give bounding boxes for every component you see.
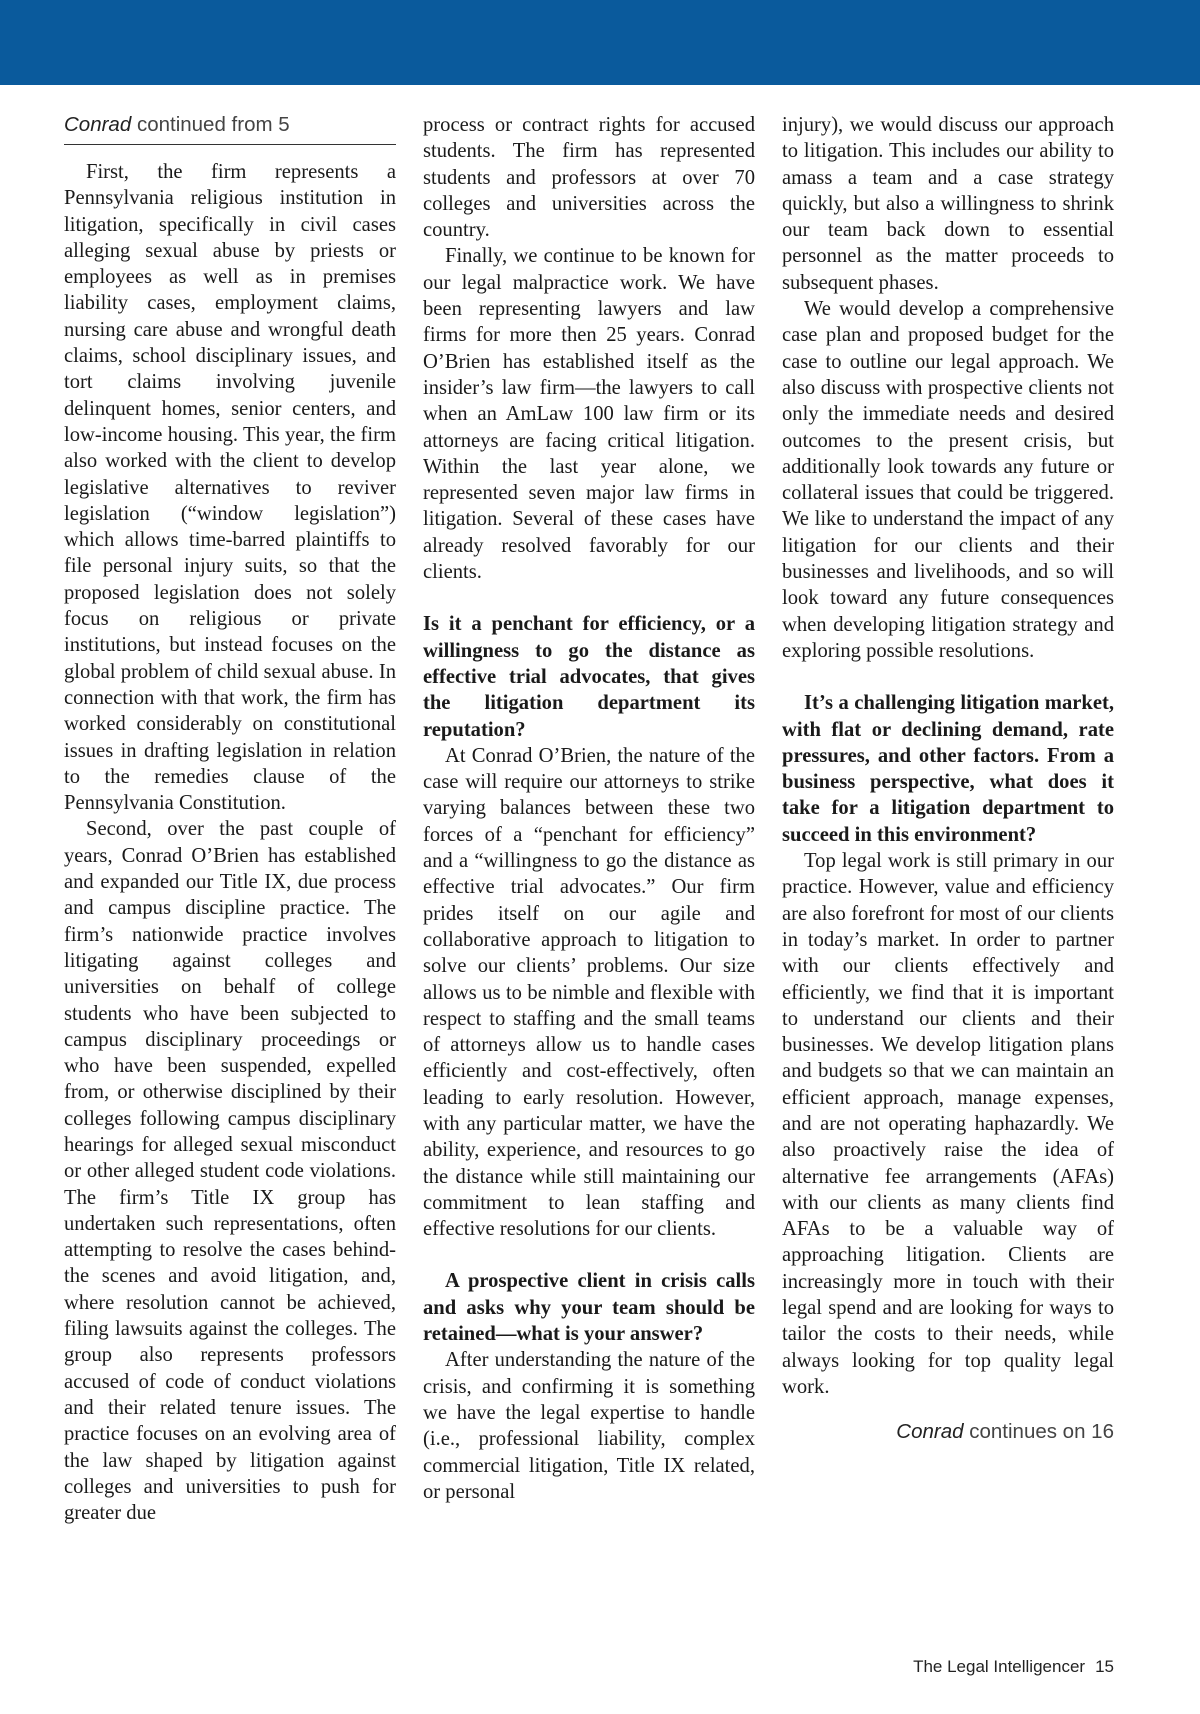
continues-on-label bbox=[782, 1420, 1114, 1444]
column-2 bbox=[423, 112, 755, 1505]
page-footer bbox=[913, 1657, 1114, 1677]
header-band bbox=[0, 0, 1200, 85]
page-number: 15 bbox=[1095, 1657, 1114, 1676]
column-3 bbox=[782, 112, 1114, 1444]
paragraph: After understanding the nature of the crisis, and confirming it is something we have the legal expertise to handle (i.e., professional liability, complex commercial litigation, Title IX related, or personal bbox=[423, 1349, 755, 1503]
continued-rest: continued from 5 bbox=[136, 113, 290, 136]
paragraph: injury), we would discuss our approach to litigation. This includes our ability to amass a team and a case strategy quickly, but also a willingness to shrink our team back down to essential personnel as the matter proceeds to subsequent phases. bbox=[782, 114, 1114, 294]
continues-rest: continues on 16 bbox=[969, 1420, 1114, 1444]
paragraph: Top legal work is still primary in our practice. However, value and efficiency are also forefront for most of our clients in today’s market. In order to partner with our clients effectively and efficiently, we find that it is important to understand our clients and their businesses. We develop litigation plans and budgets so that we can maintain an efficient approach, manage expenses, and are not operating haphazardly. We also proactively raise the idea of alternative fee arrangements (AFAs) with our clients as many clients find AFAs to be a valuable way of approaching litigation. Clients are increasingly more in touch with their legal spend and are looking for ways to tailor the costs to their needs, while always looking for top quality legal work. bbox=[782, 850, 1114, 1398]
question-heading: It’s a challenging litigation market, with flat or declining demand, rate pressures, and other factors. From a business perspective, what does it take for a litigation department to succeed in this environment? bbox=[782, 692, 1114, 846]
paragraph: Finally, we continue to be known for our legal malpractice work. We have been representing lawyers and law firms for more then 25 years. Conrad O’Brien has established itself as the insider’s law firm—the lawyers to call when an AmLaw 100 law firm or its attorneys are facing critical litigation. Within the last year alone, we represented seven major law firms in litigation. Several of these cases have already resolved favorably for our clients. bbox=[423, 245, 755, 584]
paragraph: We would develop a comprehensive case plan and proposed budget for the case to outline our legal approach. We also discuss with prospective clients not only the immediate needs and desired outcomes to the present crisis, but additionally look towards any future or collateral issues that could be triggered. We like to understand the impact of any litigation for our clients and their businesses and livelihoods, and so will look toward any future consequences when developing litigation strategy and exploring possible resolutions. bbox=[782, 298, 1114, 662]
question-heading: Is it a penchant for efficiency, or a willingness to go the distance as effective trial advocates, that gives the litigation department its reputation? bbox=[423, 613, 755, 741]
paragraph: First, the firm represents a Pennsylvania religious institution in litigation, specifically in civil cases alleging sexual abuse by priests or employees as well as in premises liability cases, employment claims, nursing care abuse and wrongful death claims, school disciplinary issues, and tort claims involving juvenile delinquent homes, senior centers, and low-income housing. This year, the firm also worked with the client to develop legislative alternatives to reviver legislation (“window legislation”) which allows time-barred plaintiffs to file personal injury suits, so that the proposed legislation does not solely focus on religious or private institutions, but instead focuses on the global problem of child sexual abuse. In connection with that work, the firm has worked considerably on constitutional issues in drafting legislation in relation to the remedies clause of the Pennsylvania Constitution. bbox=[64, 161, 396, 815]
continues-name: Conrad bbox=[896, 1420, 964, 1444]
publication-name: The Legal Intelligencer bbox=[913, 1657, 1086, 1676]
paragraph: process or contract rights for accused students. The firm has represented students and professors at over 70 colleges and universities across the country. bbox=[423, 114, 755, 242]
paragraph: Second, over the past couple of years, Conrad O’Brien has established and expanded our Title IX, due process and campus discipline practice. The firm’s nationwide practice involves litigating against colleges and universities on behalf of college students who have been subjected to campus disciplinary proceedings or who have been suspended, expelled from, or otherwise disciplined by their colleges following campus disciplinary hearings for alleged sexual misconduct or other alleged student code violations. The firm’s Title IX group has undertaken such representations, often attempting to resolve the cases behind-the scenes and avoid litigation, and, where resolution cannot be achieved, filing lawsuits against the colleges. The group also represents professors accused of code of conduct violations and their related tenure issues. The practice focuses on an evolving area of the law shaped by litigation against colleges and universities to push for greater due bbox=[64, 818, 396, 1525]
paragraph: At Conrad O’Brien, the nature of the case will require our attorneys to strike varying balances between these two forces of a “penchant for efficiency” and a “willingness to go the distance as effective trial advocates.” Our firm prides itself on our agile and collaborative approach to litigation to solve our clients’ problems. Our size allows us to be nimble and flexible with respect to staffing and the small teams of attorneys allow us to handle cases efficiently and cost-effectively, often leading to early resolution. However, with any particular matter, we have the ability, experience, and resources to go the distance while still maintaining our commitment to lean staffing and effective resolutions for our clients. bbox=[423, 744, 755, 1241]
question-heading: A prospective client in crisis calls and asks why your team should be retained—what is your answer? bbox=[423, 1270, 755, 1346]
continued-name: Conrad bbox=[64, 113, 132, 136]
column-1 bbox=[64, 112, 396, 1526]
continued-from-label bbox=[64, 112, 396, 145]
